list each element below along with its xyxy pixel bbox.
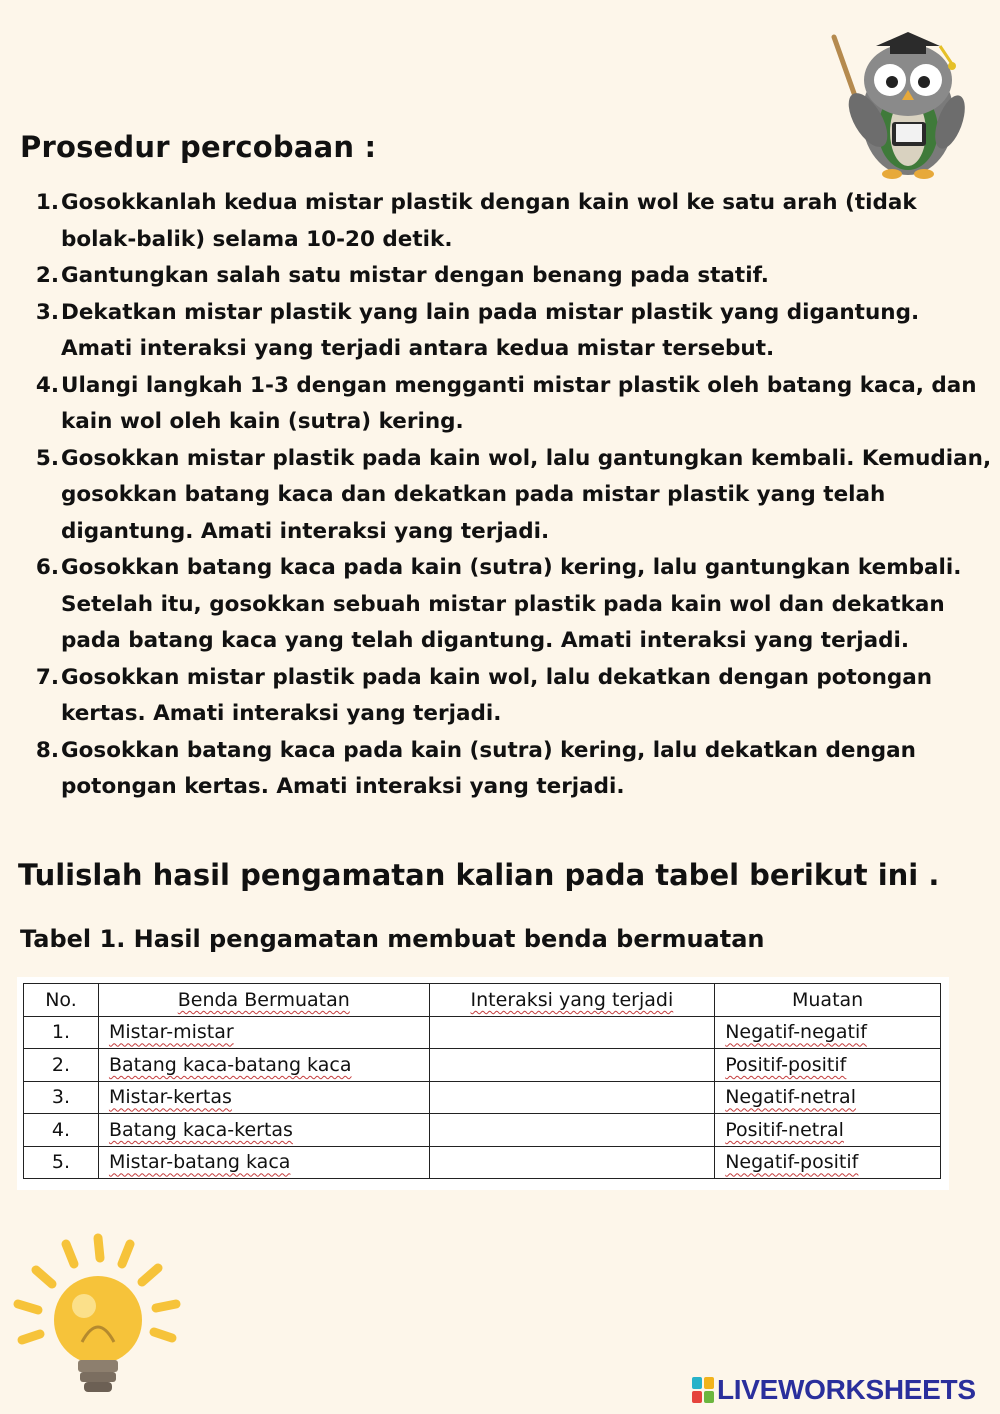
- table-header-row: [24, 984, 941, 1017]
- step-item: [28, 295, 993, 368]
- header-benda-label: Benda Bermuatan: [177, 988, 350, 1011]
- owl-teacher-icon: [828, 12, 968, 182]
- cell-benda: [98, 1049, 429, 1082]
- step-text: Gantungkan salah satu mistar dengan benang pada statif.: [61, 263, 769, 288]
- cell-interaksi[interactable]: [429, 1114, 715, 1147]
- step-text: Gosokkan batang kaca pada kain (sutra) kering, lalu gantungkan kembali. Setelah itu, gosokkan sebuah mistar plastik pada kain wol dan dekatkan pada batang kaca yang telah digantung. Amati interaksi yang terjadi.: [61, 555, 962, 653]
- observation-table: [23, 983, 941, 1179]
- cell-benda: [98, 1146, 429, 1179]
- step-item: [28, 660, 993, 733]
- cell-benda: [98, 1114, 429, 1147]
- liveworksheets-brand[interactable]: [692, 1373, 976, 1407]
- cell-no: 3.: [24, 1081, 99, 1114]
- header-no-label: No.: [45, 988, 77, 1011]
- cell-muatan-text: Negatif-positif: [725, 1151, 859, 1174]
- cell-interaksi[interactable]: [429, 1081, 715, 1114]
- table-row: [24, 1081, 941, 1114]
- header-no: [24, 984, 99, 1017]
- light-bulb-icon: [8, 1232, 193, 1402]
- cell-interaksi[interactable]: [429, 1016, 715, 1049]
- step-item: [28, 185, 993, 258]
- cell-benda: [98, 1081, 429, 1114]
- step-number: 5.: [35, 445, 59, 471]
- header-muatan-label: Muatan: [792, 988, 864, 1011]
- cell-benda-text: Batang kaca-kertas: [108, 1118, 293, 1141]
- step-number: 7.: [35, 664, 59, 690]
- step-number: 4.: [35, 372, 59, 398]
- observation-table-image: [17, 977, 949, 1190]
- step-number: 1.: [35, 190, 59, 215]
- step-text: Dekatkan mistar plastik yang lain pada mistar plastik yang digantung. Amati interaksi yang terjadi antara kedua mistar tersebut.: [61, 299, 920, 361]
- cell-muatan: [715, 1114, 941, 1147]
- instruction-text: Tulislah hasil pengamatan kalian pada tabel berikut ini .: [18, 858, 940, 892]
- table-row: [24, 1146, 941, 1179]
- step-number: 8.: [35, 737, 59, 763]
- cell-interaksi[interactable]: [429, 1146, 715, 1179]
- table-row: [24, 1049, 941, 1082]
- table-row: [24, 1016, 941, 1049]
- cell-muatan: [715, 1016, 941, 1049]
- step-number: 2.: [35, 263, 59, 288]
- cell-benda: [98, 1016, 429, 1049]
- step-number: 3.: [35, 299, 59, 325]
- cell-benda-text: Mistar-mistar: [108, 1021, 234, 1044]
- header-benda: [98, 984, 429, 1017]
- cell-muatan-text: Positif-netral: [725, 1118, 844, 1141]
- cell-no: 5.: [24, 1146, 99, 1179]
- brand-name: LIVEWORKSHEETS: [717, 1374, 976, 1405]
- step-text: Gosokkan mistar plastik pada kain wol, lalu dekatkan dengan potongan kertas. Amati interaksi yang terjadi.: [61, 664, 933, 726]
- cell-muatan-text: Negatif-netral: [725, 1086, 856, 1109]
- cell-muatan: [715, 1049, 941, 1082]
- cell-benda-text: Batang kaca-batang kaca: [108, 1053, 352, 1076]
- cell-no: 2.: [24, 1049, 99, 1082]
- step-item: [28, 368, 993, 441]
- step-text: Gosokkan mistar plastik pada kain wol, lalu gantungkan kembali. Kemudian, gosokkan batang kaca dan dekatkan pada mistar plastik yang telah digantung. Amati interaksi yang terjadi.: [61, 445, 992, 544]
- step-item: [28, 550, 993, 660]
- table-row: [24, 1114, 941, 1147]
- header-muatan: [715, 984, 941, 1017]
- step-item: [28, 441, 993, 551]
- cell-no: 4.: [24, 1114, 99, 1147]
- cell-no: 1.: [24, 1016, 99, 1049]
- step-item: [28, 258, 993, 295]
- table-caption: Tabel 1. Hasil pengamatan membuat benda bermuatan: [20, 925, 765, 953]
- procedure-steps: [28, 185, 993, 806]
- cell-benda-text: Mistar-kertas: [108, 1086, 232, 1109]
- cell-muatan: [715, 1146, 941, 1179]
- procedure-heading: Prosedur percobaan :: [20, 130, 377, 164]
- cell-benda-text: Mistar-batang kaca: [108, 1151, 291, 1174]
- cell-muatan-text: Positif-positif: [725, 1053, 847, 1076]
- step-item: [28, 733, 993, 806]
- cell-muatan: [715, 1081, 941, 1114]
- liveworksheets-logo-icon: [692, 1377, 714, 1403]
- step-text: Gosokkan batang kaca pada kain (sutra) kering, lalu dekatkan dengan potongan kertas. Amati interaksi yang terjadi.: [61, 737, 916, 799]
- step-text: Ulangi langkah 1-3 dengan mengganti mistar plastik oleh batang kaca, dan kain wol oleh kain (sutra) kering.: [61, 372, 977, 434]
- header-interaksi: [429, 984, 715, 1017]
- step-text: Gosokkanlah kedua mistar plastik dengan kain wol ke satu arah (tidak bolak-balik) selama 10-20 detik.: [61, 190, 917, 252]
- step-number: 6.: [35, 555, 59, 580]
- header-interaksi-label: Interaksi yang terjadi: [470, 988, 674, 1011]
- cell-muatan-text: Negatif-negatif: [725, 1021, 867, 1044]
- cell-interaksi[interactable]: [429, 1049, 715, 1082]
